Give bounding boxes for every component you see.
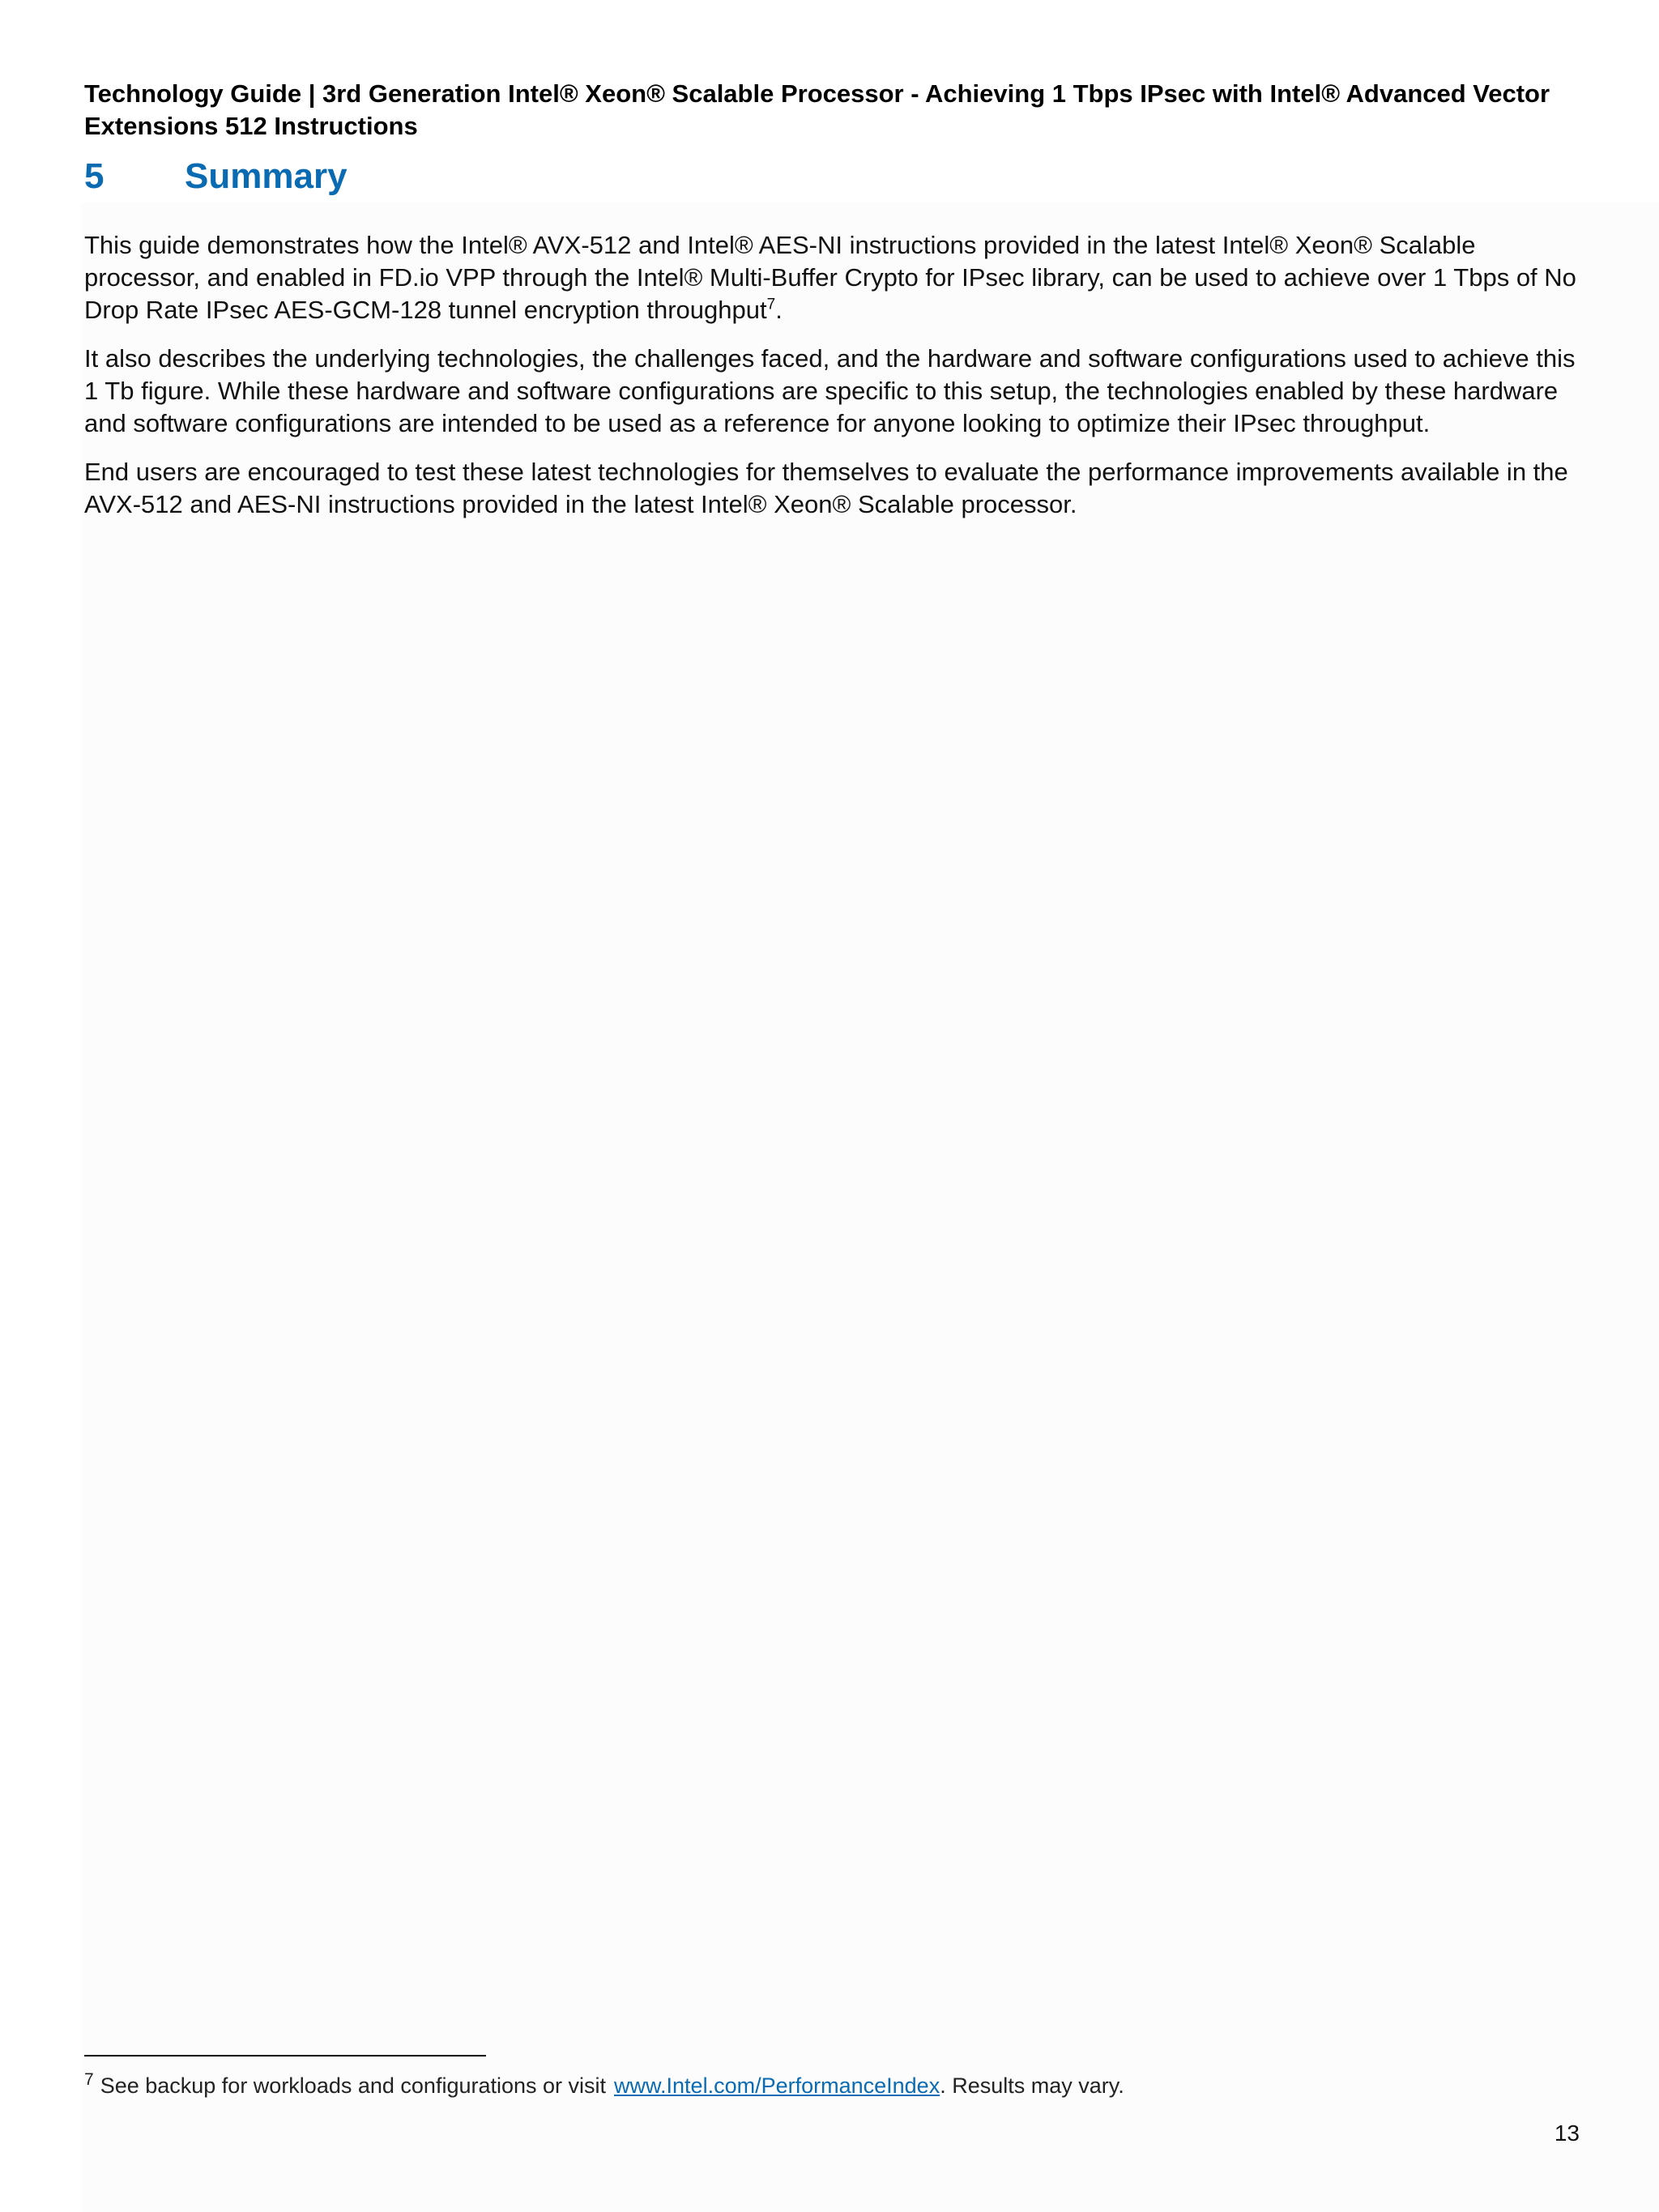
page-number: 13 (1554, 2120, 1580, 2146)
footnote-mark: 7 (84, 2070, 94, 2089)
paragraph-1-period: . (775, 295, 783, 324)
footnote-reference[interactable]: 7 (766, 296, 776, 313)
section-number: 5 (84, 156, 104, 196)
page-content (84, 78, 1584, 537)
paragraph-1 (84, 229, 1584, 326)
footnote-text-end: . Results may vary. (940, 2073, 1124, 2098)
header-line-1: Technology Guide | 3rd Generation Intel® Xeon® Scalable Processor - Achieving 1 Tbps IPsec with Intel® Advanced Vector (84, 79, 1550, 108)
section-heading (84, 154, 1584, 199)
footnote (84, 2071, 1124, 2100)
paragraph-3: End users are encouraged to test these latest technologies for themselves to evaluate the performance improvements available in the AVX-512 and AES-NI instructions provided in the latest Intel® Xeon® Scalable processor. (84, 457, 1568, 518)
footnote-divider (84, 2055, 486, 2056)
header-line-2: Extensions 512 Instructions (84, 112, 418, 140)
paragraph-2: It also describes the underlying technologies, the challenges faced, and the hardware and software configurations used to achieve this 1 Tb figure. While these hardware and software configurations are specific to this setup, the technologies enabled by these hardware and software configurations are intended to be used as a reference for anyone looking to optimize their IPsec throughput. (84, 343, 1576, 437)
paragraph-1-text: This guide demonstrates how the Intel® AVX-512 and Intel® AES-NI instructions provided in the latest Intel® Xeon® Scalable processor, and enabled in FD.io VPP through the Intel® Multi-Buffer Crypto for IPsec library, can be used to achieve over 1 Tbps of No Drop Rate IPsec AES-GCM-128 tunnel encryption throughput (84, 230, 1576, 324)
document-header (84, 78, 1584, 143)
performance-index-link[interactable]: www.Intel.com/PerformanceIndex (614, 2073, 940, 2098)
section-title: Summary (185, 156, 348, 196)
footnote-text: See backup for workloads and configurations or visit (100, 2073, 607, 2098)
